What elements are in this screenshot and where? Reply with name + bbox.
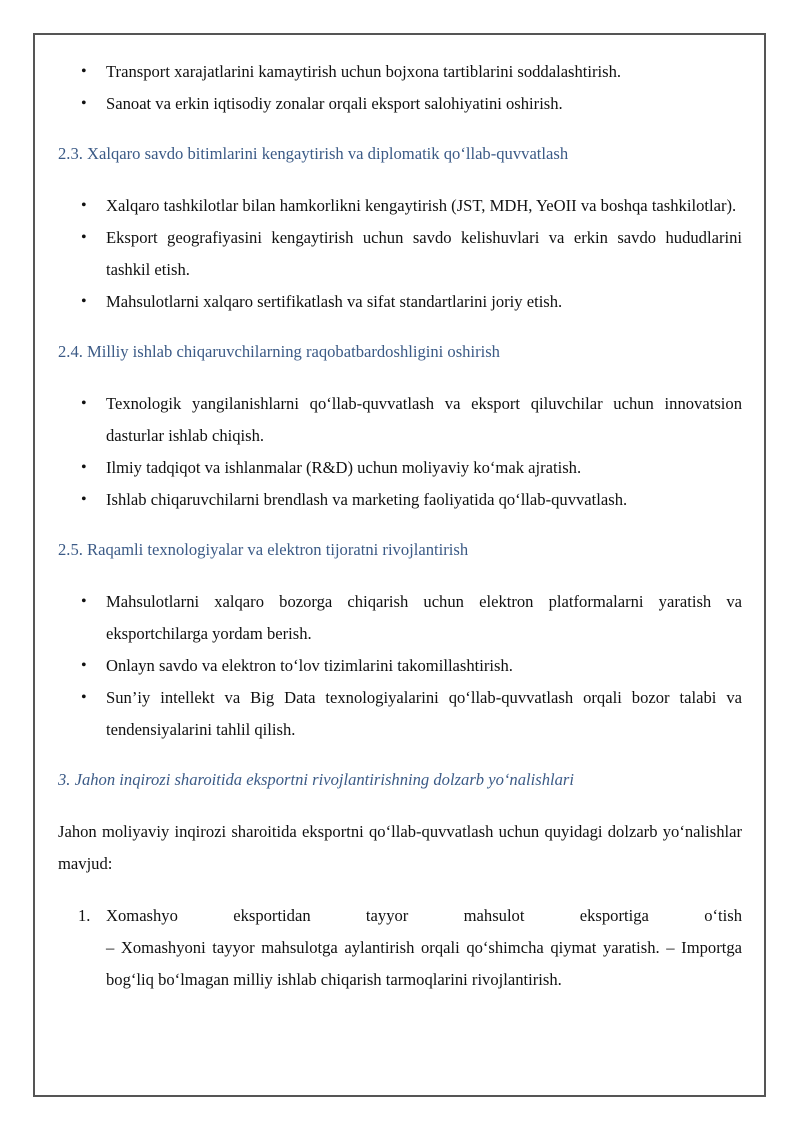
list-item: • Texnologik yangilanishlarni qo‘llab-quvvatlash va eksport qiluvchilar uchun innovatsion dasturlar ishlab chiqish. xyxy=(58,388,742,452)
list-item: • Sun’iy intellekt va Big Data texnologiyalarini qo‘llab-quvvatlash orqali bozor talabi va tendensiyalarini tahlil qilish. xyxy=(58,682,742,746)
bullet-list-2-4 xyxy=(58,388,742,516)
bullet-list-2-5 xyxy=(58,586,742,746)
title-word: o‘tish xyxy=(704,906,742,925)
list-item: • Ishlab chiqaruvchilarni brendlash va marketing faoliyatida qo‘llab-quvvatlash. xyxy=(58,484,742,516)
item-title-line xyxy=(106,900,742,932)
list-item: • Xalqaro tashkilotlar bilan hamkorlikni kengaytirish (JST, MDH, YeOII va boshqa tashkilotlar). xyxy=(58,190,742,222)
section-heading-3: 3. Jahon inqirozi sharoitida eksportni rivojlantirishning dolzarb yo‘nalishlari xyxy=(58,770,574,789)
section-heading-2-4: 2.4. Milliy ishlab chiqaruvchilarning raqobatbardoshligini oshirish xyxy=(58,342,500,361)
list-item: • Mahsulotlarni xalqaro sertifikatlash va sifat standartlarini joriy etish. xyxy=(58,286,742,318)
list-item: • Onlayn savdo va elektron to‘lov tizimlarini takomillashtirish. xyxy=(58,650,742,682)
title-word: eksportidan xyxy=(233,906,311,925)
numbered-item xyxy=(58,900,742,996)
title-word: Xomashyo xyxy=(106,906,178,925)
title-word: tayyor xyxy=(365,906,409,925)
list-item: • Ilmiy tadqiqot va ishlanmalar (R&D) uchun moliyaviy ko‘mak ajratish. xyxy=(58,452,742,484)
numbered-list xyxy=(58,900,742,996)
bullet-list-top xyxy=(58,56,742,120)
title-word: eksportiga xyxy=(579,906,649,925)
list-item: • Eksport geografiyasini kengaytirish uchun savdo kelishuvlari va erkin savdo hududlarini tashkil etish. xyxy=(58,222,742,286)
bullet-list-2-3 xyxy=(58,190,742,318)
document-body xyxy=(58,56,742,996)
list-item: • Sanoat va erkin iqtisodiy zonalar orqali eksport salohiyatini oshirish. xyxy=(58,88,742,120)
intro-paragraph: Jahon moliyaviy inqirozi sharoitida eksportni qo‘llab-quvvatlash uchun quyidagi dolzarb yo‘nalishlar mavjud: xyxy=(58,822,742,873)
section-heading-2-5: 2.5. Raqamli texnologiyalar va elektron tijoratni rivojlantirish xyxy=(58,540,469,559)
section-heading-2-3: 2.3. Xalqaro savdo bitimlarini kengaytirish va diplomatik qo‘llab-quvvatlash xyxy=(58,144,569,163)
list-item: • Transport xarajatlarini kamaytirish uchun bojxona tartiblarini soddalashtirish. xyxy=(58,56,742,88)
item-number: 1. xyxy=(78,906,91,925)
title-word: mahsulot xyxy=(463,906,525,925)
item-body: – Xomashyoni tayyor mahsulotga aylantirish orqali qo‘shimcha qiymat yaratish. – Importga bog‘liq bo‘lmagan milliy ishlab chiqarish tarmoqlarini rivojlantirish. xyxy=(106,938,742,989)
list-item: • Mahsulotlarni xalqaro bozorga chiqarish uchun elektron platformalarni yaratish va eksportchilarga yordam berish. xyxy=(58,586,742,650)
